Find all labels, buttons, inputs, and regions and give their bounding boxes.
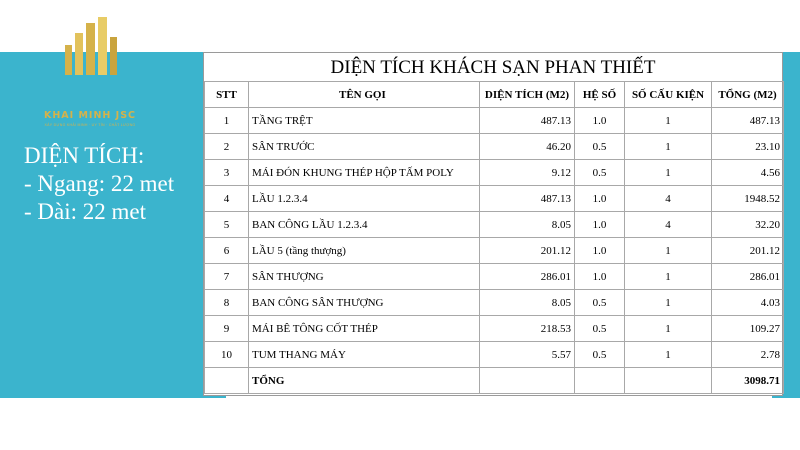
info-heading: DIỆN TÍCH: — [24, 143, 145, 168]
header-area: DIỆN TÍCH (M2) — [480, 82, 575, 108]
stt-cell: 8 — [205, 290, 249, 316]
count-cell: 1 — [625, 160, 712, 186]
area-cell: 218.53 — [480, 316, 575, 342]
count-cell: 1 — [625, 134, 712, 160]
header-stt: STT — [205, 82, 249, 108]
total-stt-cell — [205, 368, 249, 394]
coef-cell: 0.5 — [575, 290, 625, 316]
area-cell: 5.57 — [480, 342, 575, 368]
table-row — [205, 264, 784, 290]
brand-name: KHAI MINH JSC — [43, 110, 137, 121]
total-value: 3098.71 — [712, 368, 784, 394]
coef-cell: 1.0 — [575, 186, 625, 212]
table-row — [205, 186, 784, 212]
total-cell: 32.20 — [712, 212, 784, 238]
header-coef: HỆ SỐ — [575, 82, 625, 108]
total-cell: 286.01 — [712, 264, 784, 290]
total-row — [205, 368, 784, 394]
count-cell: 4 — [625, 186, 712, 212]
total-label: TỔNG — [249, 368, 480, 394]
total-cell: 4.03 — [712, 290, 784, 316]
brand-tagline: XÂY DỰNG KHẢI MINH · UY TÍN · CHẤT LƯỢNG — [44, 123, 136, 127]
header-name: TÊN GỌI — [249, 82, 480, 108]
name-cell: MÁI BÊ TÔNG CỐT THÉP — [249, 316, 480, 342]
name-cell: TUM THANG MÁY — [249, 342, 480, 368]
table-row — [205, 160, 784, 186]
count-cell: 1 — [625, 290, 712, 316]
header-total: TỔNG (M2) — [712, 82, 784, 108]
count-cell: 1 — [625, 108, 712, 134]
total-cell: 487.13 — [712, 108, 784, 134]
stt-cell: 5 — [205, 212, 249, 238]
total-empty-cell — [575, 368, 625, 394]
name-cell: MÁI ĐÓN KHUNG THÉP HỘP TẤM POLY — [249, 160, 480, 186]
coef-cell: 1.0 — [575, 238, 625, 264]
stt-cell: 3 — [205, 160, 249, 186]
stt-cell: 6 — [205, 238, 249, 264]
building-logo-icon — [55, 10, 125, 80]
table-row — [205, 134, 784, 160]
area-cell: 487.13 — [480, 108, 575, 134]
coef-cell: 0.5 — [575, 316, 625, 342]
total-cell: 201.12 — [712, 238, 784, 264]
count-cell: 1 — [625, 316, 712, 342]
stt-cell: 2 — [205, 134, 249, 160]
name-cell: SÂN THƯỢNG — [249, 264, 480, 290]
total-cell: 1948.52 — [712, 186, 784, 212]
area-cell: 9.12 — [480, 160, 575, 186]
coef-cell: 1.0 — [575, 212, 625, 238]
coef-cell: 0.5 — [575, 160, 625, 186]
name-cell: LẦU 5 (tầng thượng) — [249, 238, 480, 264]
table-row — [205, 212, 784, 238]
table-header-row — [205, 82, 784, 108]
total-empty-cell — [480, 368, 575, 394]
stt-cell: 10 — [205, 342, 249, 368]
table-row — [205, 238, 784, 264]
info-length: - Dài: 22 met — [24, 199, 146, 224]
info-panel — [0, 52, 226, 398]
coef-cell: 0.5 — [575, 134, 625, 160]
name-cell: SÂN TRƯỚC — [249, 134, 480, 160]
total-cell: 2.78 — [712, 342, 784, 368]
area-cell: 201.12 — [480, 238, 575, 264]
count-cell: 1 — [625, 264, 712, 290]
table-row — [205, 342, 784, 368]
coef-cell: 1.0 — [575, 108, 625, 134]
table-row — [205, 290, 784, 316]
area-cell: 487.13 — [480, 186, 575, 212]
dimension-info — [24, 142, 174, 226]
count-cell: 1 — [625, 238, 712, 264]
total-cell: 109.27 — [712, 316, 784, 342]
stt-cell: 1 — [205, 108, 249, 134]
total-cell: 23.10 — [712, 134, 784, 160]
table-row — [205, 108, 784, 134]
name-cell: BAN CÔNG LẦU 1.2.3.4 — [249, 212, 480, 238]
stt-cell: 4 — [205, 186, 249, 212]
name-cell: BAN CÔNG SÂN THƯỢNG — [249, 290, 480, 316]
total-cell: 4.56 — [712, 160, 784, 186]
area-table-container — [203, 52, 783, 396]
area-cell: 8.05 — [480, 212, 575, 238]
info-width: - Ngang: 22 met — [24, 171, 175, 196]
coef-cell: 1.0 — [575, 264, 625, 290]
name-cell: TẦNG TRỆT — [249, 108, 480, 134]
name-cell: LẦU 1.2.3.4 — [249, 186, 480, 212]
area-cell: 286.01 — [480, 264, 575, 290]
coef-cell: 0.5 — [575, 342, 625, 368]
count-cell: 1 — [625, 342, 712, 368]
area-cell: 8.05 — [480, 290, 575, 316]
header-count: SỐ CẤU KIỆN — [625, 82, 712, 108]
area-cell: 46.20 — [480, 134, 575, 160]
area-table — [204, 81, 784, 394]
table-title: DIỆN TÍCH KHÁCH SẠN PHAN THIẾT — [330, 57, 656, 78]
stt-cell: 9 — [205, 316, 249, 342]
count-cell: 4 — [625, 212, 712, 238]
stt-cell: 7 — [205, 264, 249, 290]
total-empty-cell — [625, 368, 712, 394]
table-row — [205, 316, 784, 342]
